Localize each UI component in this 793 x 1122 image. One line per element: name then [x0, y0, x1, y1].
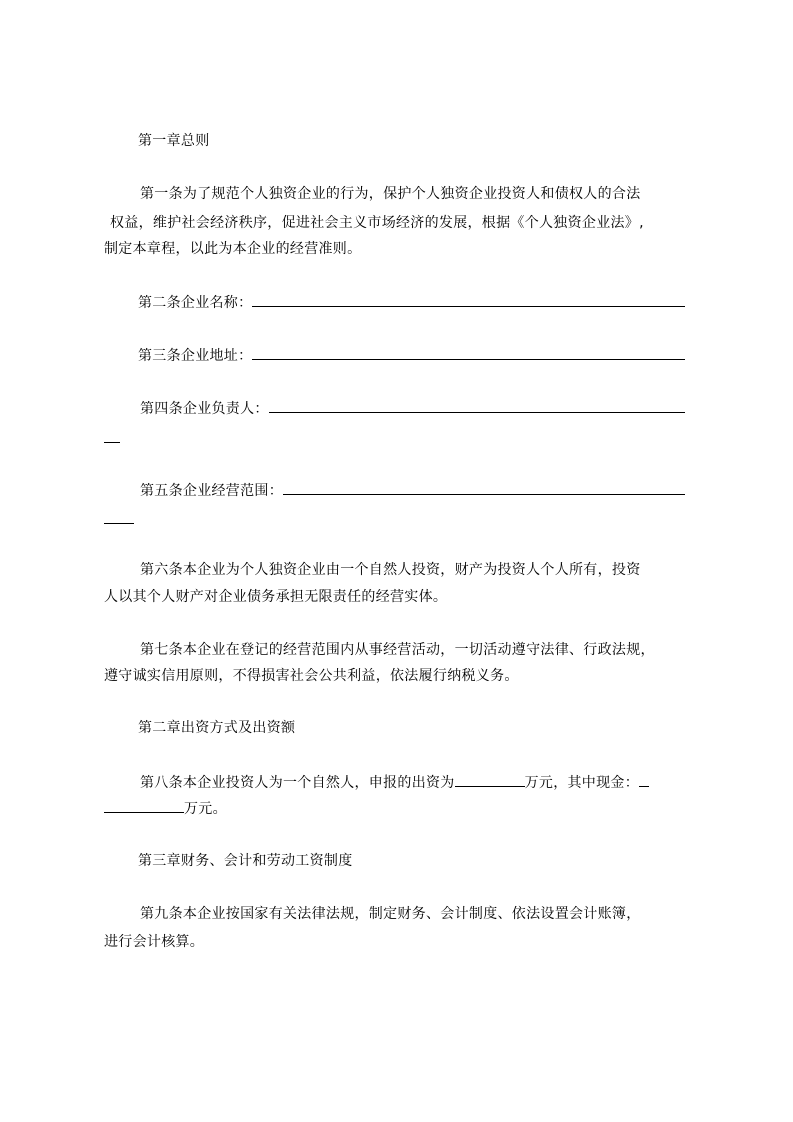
company-address-blank[interactable]: [252, 345, 685, 360]
article-1-line-2: 权益，维护社会经济秩序，促进社会主义市场经济的发展，根据《个人独资企业法》,: [110, 215, 644, 231]
article-2: [138, 292, 685, 313]
capital-amount-label: 第八条本企业投资人为一个自然人，申报的出资为: [140, 775, 455, 791]
cash-unit: 万元。: [184, 801, 227, 817]
business-scope-blank-continued[interactable]: [104, 509, 134, 524]
cash-amount-blank[interactable]: [639, 772, 649, 787]
article-6-line-1: 第六条本企业为个人独资企业由一个自然人投资，财产为投资人个人所有，投资: [140, 562, 641, 578]
company-head-blank-continued[interactable]: [104, 428, 120, 443]
article-8-line-2: [104, 798, 227, 819]
company-head-label: 第四条企业负责人：: [140, 401, 269, 417]
business-scope-blank[interactable]: [283, 480, 685, 495]
article-3: [138, 345, 685, 366]
article-7-line-1: 第七条本企业在登记的经营范围内从事经营活动，一切活动遵守法律、行政法规，: [140, 642, 655, 658]
chapter-3-heading: 第三章财务、会计和劳动工资制度: [138, 853, 353, 869]
company-name-label: 第二条企业名称：: [138, 295, 253, 311]
article-7-line-2: 遵守诚实信用原则，不得损害社会公共利益，依法履行纳税义务。: [104, 668, 519, 684]
article-6-line-2: 人以其个人财产对企业债务承担无限责任的经营实体。: [104, 589, 448, 605]
article-9-line-2: 进行会计核算。: [104, 934, 205, 950]
capital-amount-blank[interactable]: [455, 772, 525, 787]
article-4-continuation: [104, 428, 120, 449]
article-4: [140, 398, 685, 419]
chapter-1-heading: 第一章总则: [138, 133, 210, 149]
cash-label: 万元，其中现金：: [524, 775, 640, 791]
article-9-line-1: 第九条本企业按国家有关法律法规，制定财务、会计制度、依法设置会计账簿，: [140, 906, 641, 922]
chapter-2-heading: 第二章出资方式及出资额: [138, 720, 296, 736]
cash-amount-blank-continued[interactable]: [104, 798, 184, 813]
company-address-label: 第三条企业地址：: [138, 348, 253, 364]
company-name-blank[interactable]: [252, 292, 685, 307]
business-scope-label: 第五条企业经营范围：: [140, 483, 283, 499]
article-1-line-3: 制定本章程，以此为本企业的经营准则。: [104, 241, 362, 257]
article-5-continuation: [104, 509, 134, 530]
company-head-blank[interactable]: [269, 398, 685, 413]
article-1-line-1: 第一条为了规范个人独资企业的行为，保护个人独资企业投资人和债权人的合法: [140, 186, 641, 202]
article-8-line-1: [140, 772, 649, 793]
article-5: [140, 480, 685, 501]
